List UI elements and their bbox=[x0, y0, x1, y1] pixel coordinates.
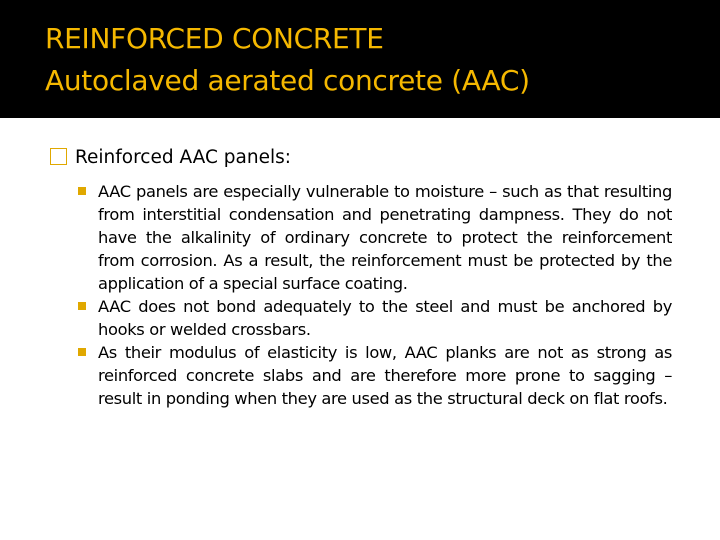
slide-title bbox=[45, 18, 530, 102]
square-bullet-icon bbox=[78, 187, 86, 195]
square-bullet-icon bbox=[78, 348, 86, 356]
square-bullet-icon bbox=[50, 148, 67, 165]
square-bullet-icon bbox=[78, 302, 86, 310]
sub-bullet-list bbox=[78, 180, 672, 410]
list-item bbox=[78, 341, 672, 410]
list-item bbox=[78, 295, 672, 341]
title-line-1: REINFORCED CONCRETE bbox=[45, 22, 384, 55]
title-line-2: Autoclaved aerated concrete (AAC) bbox=[45, 64, 530, 97]
bullet-text: AAC panels are especially vulnerable to moisture – such as that resulting from interstitial condensation and penetrating dampness. They do not have the alkalinity of ordinary concrete to protect the reinforcement from corrosion. As a result, the reinforcement must be protected by the application of a special surface coating. bbox=[98, 182, 672, 293]
level1-bullet-item bbox=[50, 146, 291, 170]
bullet-text: As their modulus of elasticity is low, AAC planks are not as strong as reinforced concrete slabs and are therefore more prone to sagging – result in ponding when they are used as the structural deck on flat roofs. bbox=[98, 343, 672, 408]
title-bar bbox=[0, 0, 720, 118]
list-item bbox=[78, 180, 672, 295]
bullet-text: AAC does not bond adequately to the steel and must be anchored by hooks or welded crossbars. bbox=[98, 297, 672, 339]
section-heading: Reinforced AAC panels: bbox=[75, 147, 291, 168]
